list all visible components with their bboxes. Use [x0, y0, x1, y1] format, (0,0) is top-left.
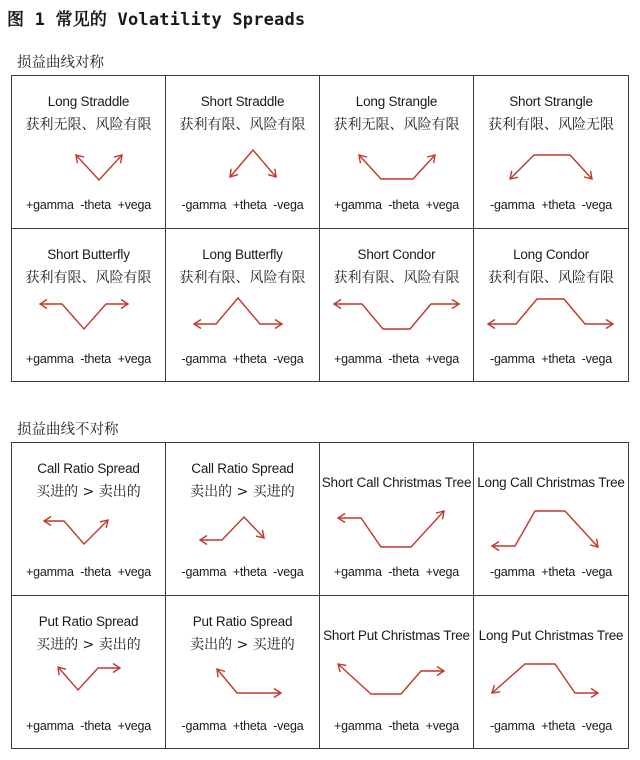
- page-title: 图 1 常见的 Volatility Spreads: [7, 10, 306, 30]
- strategy-name: Short Condor: [357, 247, 436, 262]
- greeks-label: -gamma +theta -vega: [490, 565, 612, 579]
- payoff-line: [488, 299, 613, 324]
- strategy-name: Put Ratio Spread: [38, 614, 139, 629]
- payoff-line: [338, 511, 444, 547]
- payoff-line: [492, 511, 598, 547]
- strategy-cell: [320, 229, 474, 382]
- payoff-line: [230, 150, 276, 177]
- strategy-name: Long Strangle: [355, 94, 438, 109]
- greeks-label: +gamma -theta +vega: [333, 719, 460, 733]
- strategy-cell: [12, 443, 166, 596]
- strategy-name: Short Butterfly: [47, 247, 130, 262]
- section-heading-asymmetric: 损益曲线不对称: [17, 422, 119, 438]
- strategy-name: Short Straddle: [200, 94, 285, 109]
- payoff-line: [200, 517, 264, 540]
- payoff-line: [58, 667, 120, 690]
- greeks-label: +gamma -theta +vega: [25, 352, 152, 366]
- strategy-cell: [474, 596, 628, 749]
- strategy-note: 卖出的 > 买进的: [190, 484, 295, 500]
- strategy-note: 获利无限、风险有限: [25, 117, 152, 133]
- strategy-name: Short Put Christmas Tree: [323, 628, 470, 643]
- strategy-note: 获利有限、风险有限: [333, 270, 460, 286]
- strategy-note: 获利有限、风险无限: [488, 117, 614, 133]
- strategy-cell: [474, 76, 628, 229]
- strategy-name: Long Condor: [513, 247, 589, 262]
- strategy-note: 获利有限、风险有限: [179, 117, 306, 133]
- strategy-name: Short Call Christmas Tree: [321, 475, 472, 490]
- payoff-line: [40, 304, 128, 329]
- greeks-label: -gamma +theta -vega: [181, 352, 304, 366]
- strategy-name: Long Butterfly: [202, 247, 283, 262]
- payoff-line: [76, 155, 122, 180]
- strategy-name: Call Ratio Spread: [191, 461, 294, 476]
- strategy-cell: [166, 76, 320, 229]
- payoff-line: [44, 520, 108, 544]
- greeks-label: +gamma -theta +vega: [333, 565, 460, 579]
- payoff-line: [510, 155, 592, 179]
- strategy-cell: [12, 596, 166, 749]
- payoff-line: [334, 304, 459, 329]
- strategy-note: 买进的 > 卖出的: [36, 637, 141, 653]
- payoff-line: [217, 669, 281, 693]
- strategy-cell: [166, 596, 320, 749]
- strategy-cell: [12, 76, 166, 229]
- strategy-name: Put Ratio Spread: [192, 614, 293, 629]
- strategy-note: 获利有限、风险有限: [488, 270, 614, 286]
- strategy-note: 获利有限、风险有限: [25, 270, 152, 286]
- strategy-cell: [320, 443, 474, 596]
- greeks-label: +gamma -theta +vega: [25, 719, 152, 733]
- greeks-label: -gamma +theta -vega: [181, 198, 304, 212]
- greeks-label: -gamma +theta -vega: [181, 565, 304, 579]
- greeks-label: +gamma -theta +vega: [25, 198, 152, 212]
- greeks-label: +gamma -theta +vega: [25, 565, 152, 579]
- strategy-name: Long Put Christmas Tree: [478, 628, 624, 643]
- greeks-label: -gamma +theta -vega: [181, 719, 304, 733]
- strategy-note: 获利有限、风险有限: [179, 270, 306, 286]
- strategy-note: 买进的 > 卖出的: [36, 484, 141, 500]
- strategy-cell: [12, 229, 166, 382]
- strategy-name: Long Straddle: [47, 94, 130, 109]
- greeks-label: +gamma -theta +vega: [333, 198, 460, 212]
- payoff-line: [194, 298, 282, 324]
- section-heading-symmetric: 损益曲线对称: [17, 55, 104, 71]
- strategy-name: Short Strangle: [509, 94, 593, 109]
- strategy-cell: [320, 76, 474, 229]
- payoff-line: [338, 664, 444, 694]
- strategy-cell: [320, 596, 474, 749]
- strategy-note: 卖出的 > 买进的: [190, 637, 295, 653]
- strategy-cell: [166, 229, 320, 382]
- greeks-label: -gamma +theta -vega: [490, 198, 612, 212]
- strategy-name: Long Call Christmas Tree: [477, 475, 625, 490]
- payoff-line: [492, 664, 598, 693]
- symmetric-grid: [11, 75, 629, 382]
- strategy-cell: [474, 229, 628, 382]
- payoff-line: [359, 155, 435, 179]
- asymmetric-grid: [11, 442, 629, 749]
- strategy-cell: [474, 443, 628, 596]
- strategy-cell: [166, 443, 320, 596]
- strategy-name: Call Ratio Spread: [37, 461, 140, 476]
- greeks-label: -gamma +theta -vega: [490, 352, 612, 366]
- greeks-label: +gamma -theta +vega: [333, 352, 460, 366]
- strategy-note: 获利无限、风险有限: [333, 117, 460, 133]
- greeks-label: -gamma +theta -vega: [490, 719, 612, 733]
